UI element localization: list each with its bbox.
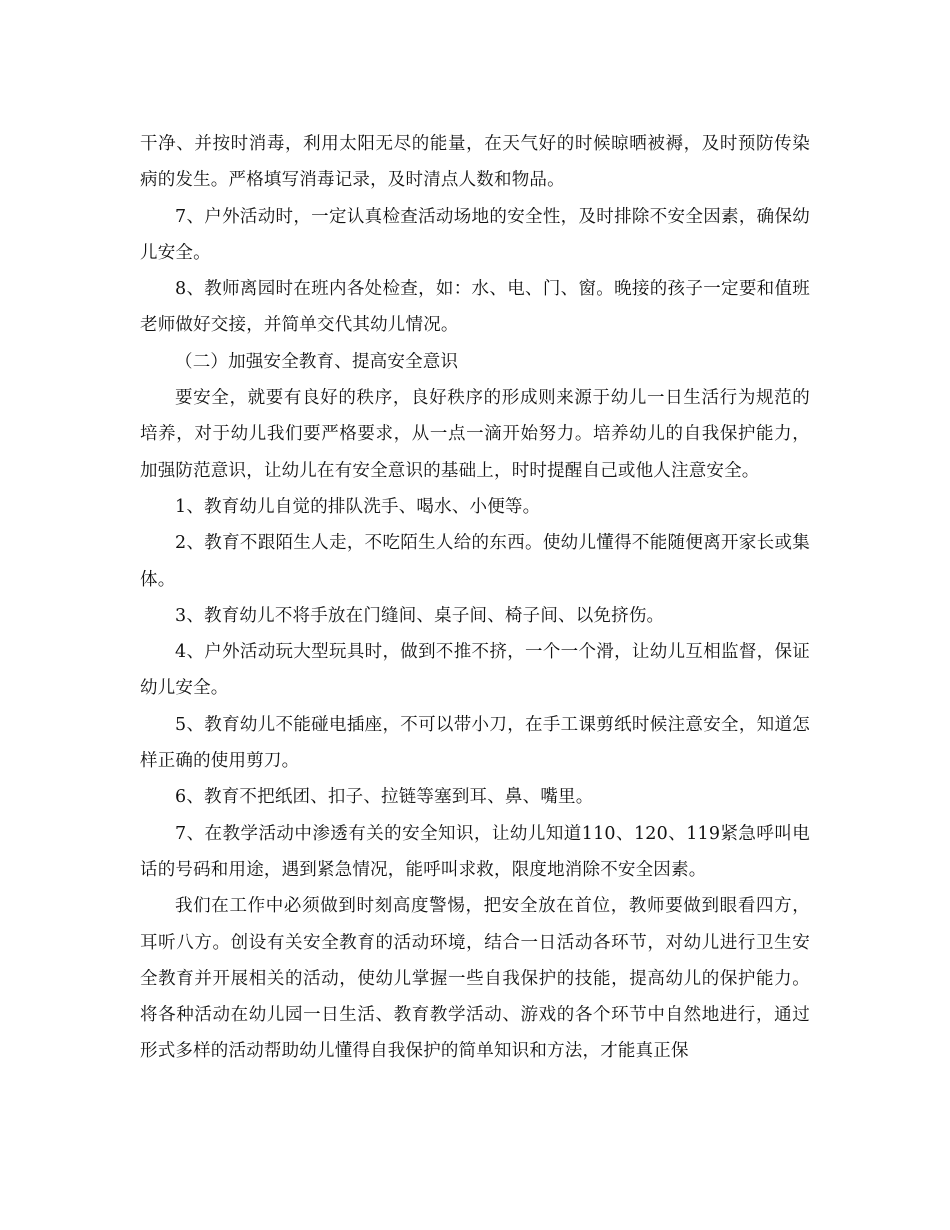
- paragraph-item-7-emergency: 7、在教学活动中渗透有关的安全知识，让幼儿知道110、120、119紧急呼叫电话的号码和用途，遇到紧急情况，能呼叫求救，限度地消除不安全因素。: [140, 823, 810, 880]
- paragraph-item-1: 1、教育幼儿自觉的排队洗手、喝水、小便等。: [175, 496, 541, 517]
- paragraph-item-7-outdoor: 7、户外活动时，一定认真检查活动场地的安全性，及时排除不安全因素，确保幼儿安全。: [140, 206, 810, 263]
- paragraph-item-5: 5、教育幼儿不能碰电插座，不可以带小刀，在手工课剪纸时候注意安全，知道怎样正确的使用剪刀。: [140, 714, 810, 772]
- paragraph-continuation: 干净、并按时消毒，利用太阳无尽的能量，在天气好的时候晾晒被褥，及时预防传染病的发生。严格填写消毒记录，及时清点人数和物品。: [140, 134, 810, 191]
- document-body: [140, 126, 810, 1070]
- paragraph-item-6: 6、教育不把纸团、扣子、拉链等塞到耳、鼻、嘴里。: [175, 787, 594, 808]
- paragraph-closing: 我们在工作中必须做到时刻高度警惕，把安全放在首位，教师要做到眼看四方，耳听八方。创设有关安全教育的活动环境，结合一日活动各环节，对幼儿进行卫生安全教育并开展相关的活动，使幼儿掌握一些自我保护的技能，提高幼儿的保护能力。将各种活动在幼儿园一日生活、教育教学活动、游戏的各个环节中自然地进行，通过形式多样的活动帮助幼儿懂得自我保护的简单知识和方法，才能真正保: [140, 896, 810, 1062]
- paragraph-item-3: 3、教育幼儿不将手放在门缝间、桌子间、椅子间、以免挤伤。: [175, 605, 665, 626]
- paragraph-item-8-leaving: 8、教师离园时在班内各处检查，如：水、电、门、窗。晚接的孩子一定要和值班老师做好交接，并简单交代其幼儿情况。: [140, 279, 810, 336]
- paragraph-item-2: 2、教育不跟陌生人走，不吃陌生人给的东西。使幼儿懂得不能随便离开家长或集体。: [140, 533, 810, 590]
- paragraph-item-4: 4、户外活动玩大型玩具时，做到不推不挤，一个一个滑，让幼儿互相监督，保证幼儿安全。: [140, 642, 810, 699]
- paragraph-section-intro: 要安全，就要有良好的秩序，良好秩序的形成则来源于幼儿一日生活行为规范的培养，对于幼儿我们要严格要求，从一点一滴开始努力。培养幼儿的自我保护能力，加强防范意识，让幼儿在有安全意识的基础上，时时提醒自己或他人注意安全。: [140, 388, 810, 481]
- section-heading-2: （二）加强安全教育、提高安全意识: [175, 351, 459, 372]
